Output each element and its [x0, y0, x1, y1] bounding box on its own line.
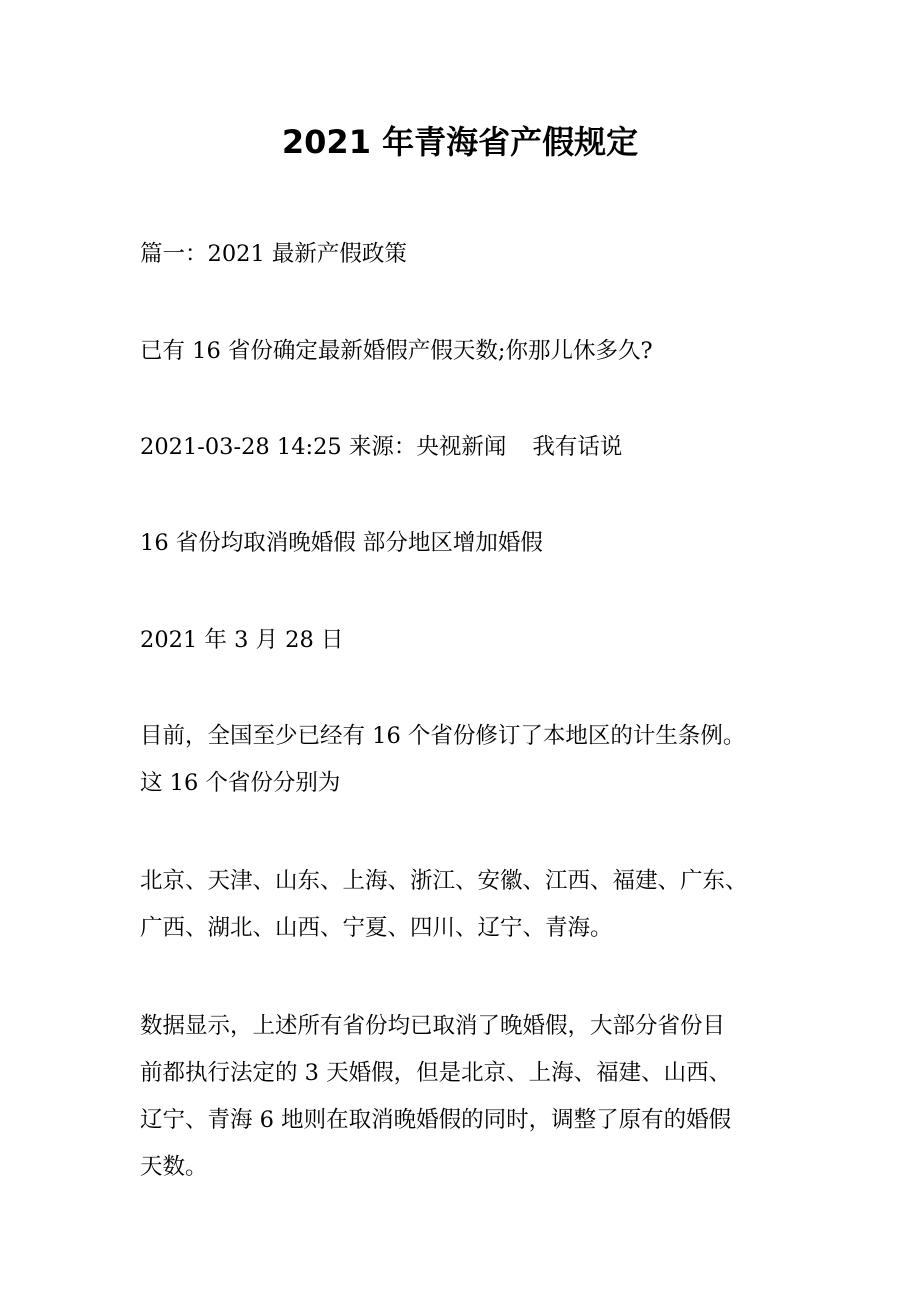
article-date: 2021 年 3 月 28 日 [140, 627, 344, 653]
section-heading: 篇一：2021 最新产假政策 [140, 241, 407, 267]
subheadline: 16 省份均取消晚婚假 部分地区增加婚假 [140, 530, 543, 556]
paragraph-line: 目前，全国至少已经有 16 个省份修订了本地区的计生条例。 [140, 723, 746, 749]
comment-link[interactable]: 我有话说 [532, 434, 623, 460]
paragraph-line: 北京、天津、山东、上海、浙江、安徽、江西、福建、广东、 [140, 868, 748, 894]
paragraph-line: 天数。 [140, 1154, 208, 1180]
article-meta [140, 424, 800, 471]
paragraph-marriage-leave [140, 1003, 800, 1191]
document-title: 2021 年青海省产假规定 [281, 123, 639, 161]
headline: 已有 16 省份确定最新婚假产假天数;你那儿休多久? [140, 338, 653, 364]
paragraph-provinces-intro [140, 713, 800, 807]
paragraph-line: 广西、湖北、山西、宁夏、四川、辽宁、青海。 [140, 915, 613, 941]
paragraph-province-list [140, 858, 800, 952]
paragraph-line: 前都执行法定的 3 天婚假，但是北京、上海、福建、山西、 [140, 1060, 732, 1086]
paragraph-line: 数据显示，上述所有省份均已取消了晚婚假，大部分省份目 [140, 1013, 726, 1039]
paragraph-line: 辽宁、青海 6 地则在取消晚婚假的同时，调整了原有的婚假 [140, 1107, 732, 1133]
datetime-source: 2021-03-28 14:25 来源：央视新闻 [140, 434, 507, 460]
paragraph-line: 这 16 个省份分别为 [140, 770, 341, 796]
